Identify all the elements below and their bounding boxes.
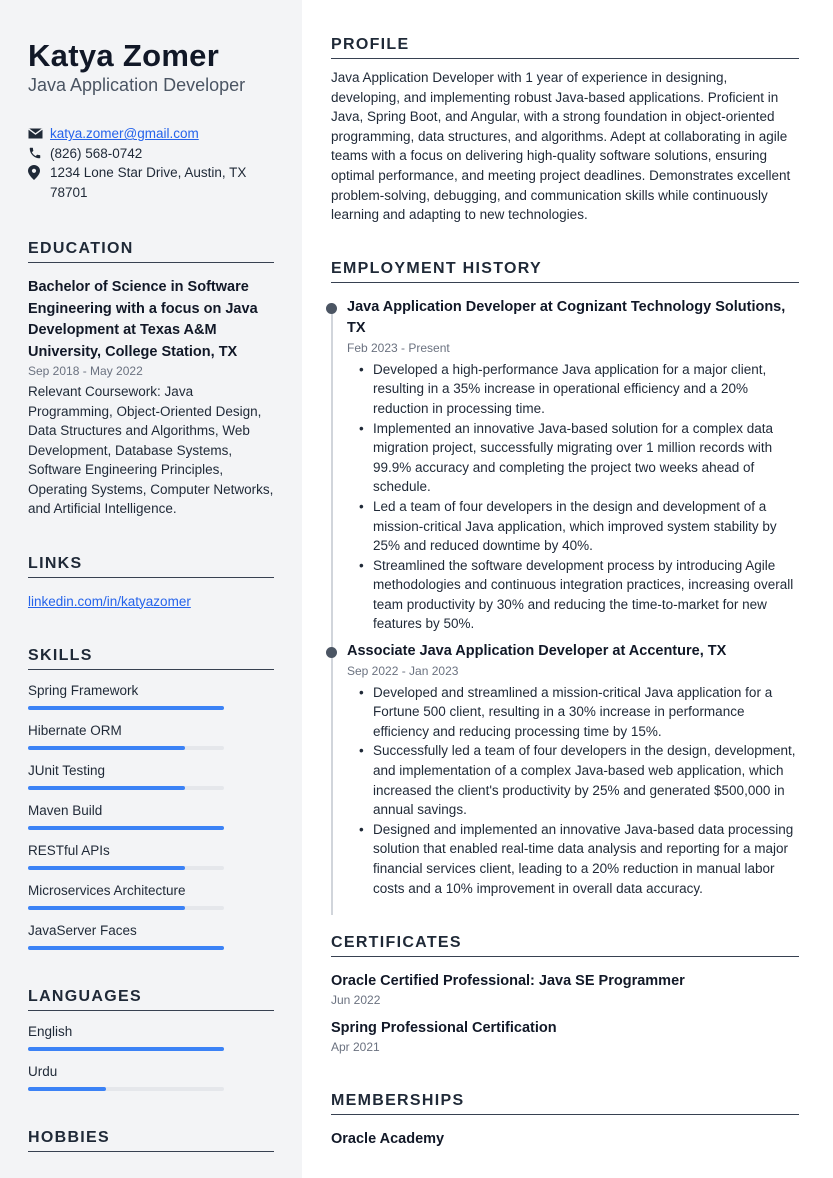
skill-name: Spring Framework [28, 682, 139, 698]
job-bullets [347, 683, 799, 899]
address-text: 1234 Lone Star Drive, Austin, TX 78701 [50, 165, 247, 200]
phone-number: (826) 568-0742 [50, 145, 143, 161]
languages-heading: LANGUAGES [28, 988, 274, 1011]
timeline-dot [326, 303, 337, 314]
timeline-dot [326, 647, 337, 658]
certificate-title: Spring Professional Certification [331, 1020, 557, 1037]
education-description: Relevant Coursework: Java Programming, Object-Oriented Design, Data Structures and Algorithms, Web Development, Database Systems, Software Engineering Principles, Operating Systems, Computer Networks, and Artificial Intelligence. [28, 384, 274, 516]
skill-item [28, 842, 274, 870]
skill-item [28, 882, 274, 910]
language-item [28, 1023, 274, 1051]
profile-section [331, 36, 799, 225]
skill-bar [28, 706, 224, 710]
job-bullets [347, 360, 799, 634]
skill-bar [28, 946, 224, 950]
hobbies-heading: HOBBIES [28, 1129, 274, 1152]
job-entry [331, 297, 799, 634]
skill-name: Maven Build [28, 802, 103, 818]
map-pin-icon [28, 163, 50, 183]
skill-bar-fill [28, 906, 185, 910]
contact-info [28, 124, 274, 202]
skill-bar-fill [28, 946, 224, 950]
skill-bar [28, 906, 224, 910]
employment-heading: EMPLOYMENT HISTORY [331, 260, 799, 283]
skills-section [28, 647, 274, 950]
certificate-item [331, 1018, 799, 1056]
skill-name: JavaServer Faces [28, 922, 137, 938]
certificates-heading: CERTIFICATES [331, 934, 799, 957]
profile-summary: Java Application Developer with 1 year of experience in designing, developing, and implementing robust Java-based applications. Proficient in Java, Spring Boot, and Angular, with a strong foundation in object-oriented programming, data structures, and algorithms. Adept at collaborating in agile teams with a focus on delivering high-quality software solutions, ensuring optimal performance, and meeting project deadlines. Demonstrates excellent problem-solving, debugging, and communication skills while continuously learning and adapting to new technologies. [331, 70, 791, 223]
certificate-date: Apr 2021 [331, 1040, 380, 1055]
contact-email [28, 124, 274, 144]
links-section [28, 555, 274, 611]
skill-bar [28, 826, 224, 830]
hobbies-section [28, 1129, 274, 1152]
job-bullet: • Developed a high-performance Java application for a major client, resulting in a 35% increase in operational efficiency and a 20% reduction in processing time. [347, 360, 799, 419]
certificates-section [331, 934, 799, 1056]
job-date: Feb 2023 - Present [347, 340, 450, 355]
education-date: Sep 2018 - May 2022 [28, 364, 143, 378]
job-title: Associate Java Application Developer at Accenture, TX [347, 643, 727, 660]
skills-heading: SKILLS [28, 647, 274, 670]
contact-phone [28, 144, 274, 164]
skill-bar-fill [28, 786, 185, 790]
candidate-title: Java Application Developer [28, 75, 246, 95]
envelope-icon [28, 124, 50, 144]
email-link[interactable]: katya.zomer@gmail.com [50, 126, 199, 141]
skill-name: JUnit Testing [28, 762, 106, 778]
education-section [28, 240, 274, 519]
skill-item [28, 802, 274, 830]
employment-timeline [331, 297, 799, 898]
sidebar [0, 0, 302, 1178]
skill-bar-fill [28, 706, 224, 710]
skill-bar-fill [28, 746, 185, 750]
skill-bar [28, 786, 224, 790]
job-bullet: • Led a team of four developers in the design and development of a mission-critical Java application, which improved system stability by 25% and reduced downtime by 40%. [347, 497, 799, 556]
memberships-section [331, 1092, 799, 1150]
memberships-heading: MEMBERSHIPS [331, 1092, 799, 1115]
skill-bar-fill [28, 866, 185, 870]
skill-name: Hibernate ORM [28, 722, 122, 738]
education-degree: Bachelor of Science in Software Engineering with a focus on Java Development at Texas A&M University, College Station, TX [28, 279, 258, 360]
language-name: Urdu [28, 1063, 58, 1079]
contact-address [28, 163, 274, 202]
skill-item [28, 922, 274, 950]
skill-name: Microservices Architecture [28, 882, 186, 898]
job-bullet: • Implemented an innovative Java-based solution for a complex data migration project, successfully migrating over 1 million records with 99.9% accuracy and completing the project two weeks ahead of schedule. [347, 419, 799, 497]
job-entry [331, 641, 799, 898]
job-bullet: • Successfully led a team of four developers in the design, development, and implementation of a complex Java-based web application, which increased the client's productivity by 25% and generated $500,000 in annual savings. [347, 741, 799, 819]
language-bar-fill [28, 1087, 106, 1091]
skill-item [28, 682, 274, 710]
job-title: Java Application Developer at Cognizant Technology Solutions, TX [347, 298, 786, 337]
language-name: English [28, 1023, 73, 1039]
phone-icon [28, 144, 50, 164]
certificate-item [331, 971, 799, 1009]
language-item [28, 1063, 274, 1091]
language-bar-fill [28, 1047, 224, 1051]
skill-bar [28, 866, 224, 870]
skill-bar-fill [28, 826, 224, 830]
employment-section [331, 260, 799, 898]
job-bullet: • Developed and streamlined a mission-critical Java application for a Fortune 500 client, resulting in a 30% increase in performance efficiency and reducing processing time by 15%. [347, 683, 799, 742]
skill-name: RESTful APIs [28, 842, 110, 858]
language-bar [28, 1047, 224, 1051]
profile-heading: PROFILE [331, 36, 799, 59]
links-heading: LINKS [28, 555, 274, 578]
candidate-name: Katya Zomer [28, 38, 220, 73]
skill-bar [28, 746, 224, 750]
job-date: Sep 2022 - Jan 2023 [347, 663, 459, 678]
job-bullet: • Streamlined the software development process by introducing Agile methodologies and continuous integration practices, increasing overall team productivity by 30% and reducing the time-to-market for new features by 50%. [347, 556, 799, 634]
certificate-title: Oracle Certified Professional: Java SE Programmer [331, 973, 685, 990]
skill-item [28, 762, 274, 790]
certificate-date: Jun 2022 [331, 993, 381, 1008]
education-heading: EDUCATION [28, 240, 274, 263]
membership-item: Oracle Academy [331, 1131, 445, 1148]
main-content [302, 0, 833, 1178]
language-bar [28, 1087, 224, 1091]
languages-section [28, 988, 274, 1091]
linkedin-link[interactable]: linkedin.com/in/katyazomer [28, 593, 191, 609]
job-bullet: • Designed and implemented an innovative Java-based data processing solution that enabled real-time data analysis and reporting for a major financial services client, leading to a 20% reduction in manual labor costs and a 10% improvement in overall data accuracy. [347, 820, 799, 898]
skill-item [28, 722, 274, 750]
